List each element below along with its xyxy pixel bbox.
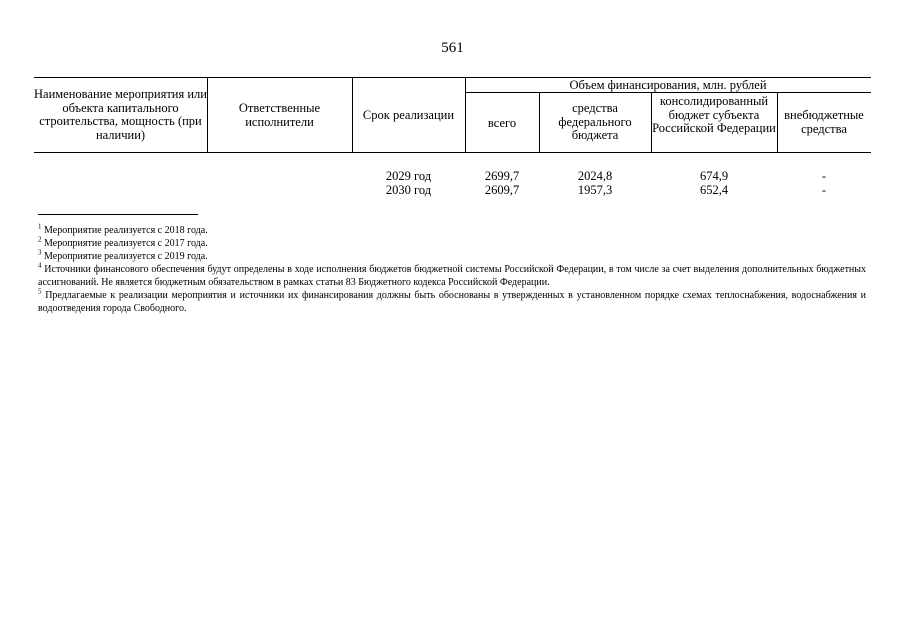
footnote xyxy=(38,250,866,263)
footnote xyxy=(38,224,866,237)
footnote-mark: 4 xyxy=(38,261,42,270)
page-number: 561 xyxy=(441,40,464,56)
row-consolidated: 674,9 xyxy=(699,169,729,183)
row-federal: 1957,3 xyxy=(577,183,613,197)
row-extrabudgetary: - xyxy=(821,183,827,197)
footnote-mark: 2 xyxy=(38,235,42,244)
header-financing-group: Объем финансирования, млн. рублей xyxy=(569,78,767,92)
row-total: 2609,7 xyxy=(484,183,520,197)
row-year: 2029 год xyxy=(385,169,432,183)
footnotes xyxy=(38,224,866,315)
header-total: всего xyxy=(487,116,517,130)
footnote-text: Мероприятие реализуется с 2018 года. xyxy=(44,225,208,236)
row-year: 2030 год xyxy=(385,183,432,197)
header-federal: средства федерального бюджета xyxy=(558,101,632,142)
header-term: Срок реализации xyxy=(362,108,455,122)
row-total: 2699,7 xyxy=(484,169,520,183)
header-extrabudgetary: внебюджетные средства xyxy=(784,108,864,136)
header-name: Наименование мероприятия или объекта капитального строительства, мощность (при наличии) xyxy=(34,87,207,142)
footnote-text: Мероприятие реализуется с 2019 года. xyxy=(44,251,208,262)
footnote-mark: 5 xyxy=(38,287,42,296)
footnote xyxy=(38,289,866,315)
footnote xyxy=(38,237,866,250)
header-bottom-rule xyxy=(34,152,871,153)
column-divider xyxy=(539,92,540,152)
footnote-mark: 3 xyxy=(38,248,42,257)
footnote xyxy=(38,263,866,289)
header-responsible: Ответственные исполнители xyxy=(238,101,321,129)
footnote-text: Источники финансового обеспечения будут определены в ходе исполнения бюджетов бюджетной системы Российской Федерации, в том числе за счет выделения дополнительных бюджетных ассигнований. Не является бюджетным обязательством в рамках статьи 83 Бюджетного кодекса Российской Федерации. xyxy=(38,264,867,288)
row-consolidated: 652,4 xyxy=(699,183,729,197)
footnote-text: Мероприятие реализуется с 2017 года. xyxy=(44,238,208,249)
row-extrabudgetary: - xyxy=(821,169,827,183)
footnote-mark: 1 xyxy=(38,222,42,231)
footnote-text: Предлагаемые к реализации мероприятия и источники их финансирования должны быть обоснованы в утвержденных в установленном порядке схемах теплоснабжения, водоснабжения и водоотведения города Свободного. xyxy=(38,290,866,314)
footnote-separator xyxy=(38,214,198,215)
header-consolidated: консолидированный бюджет субъекта Российской Федерации xyxy=(652,94,776,135)
row-federal: 2024,8 xyxy=(577,169,613,183)
